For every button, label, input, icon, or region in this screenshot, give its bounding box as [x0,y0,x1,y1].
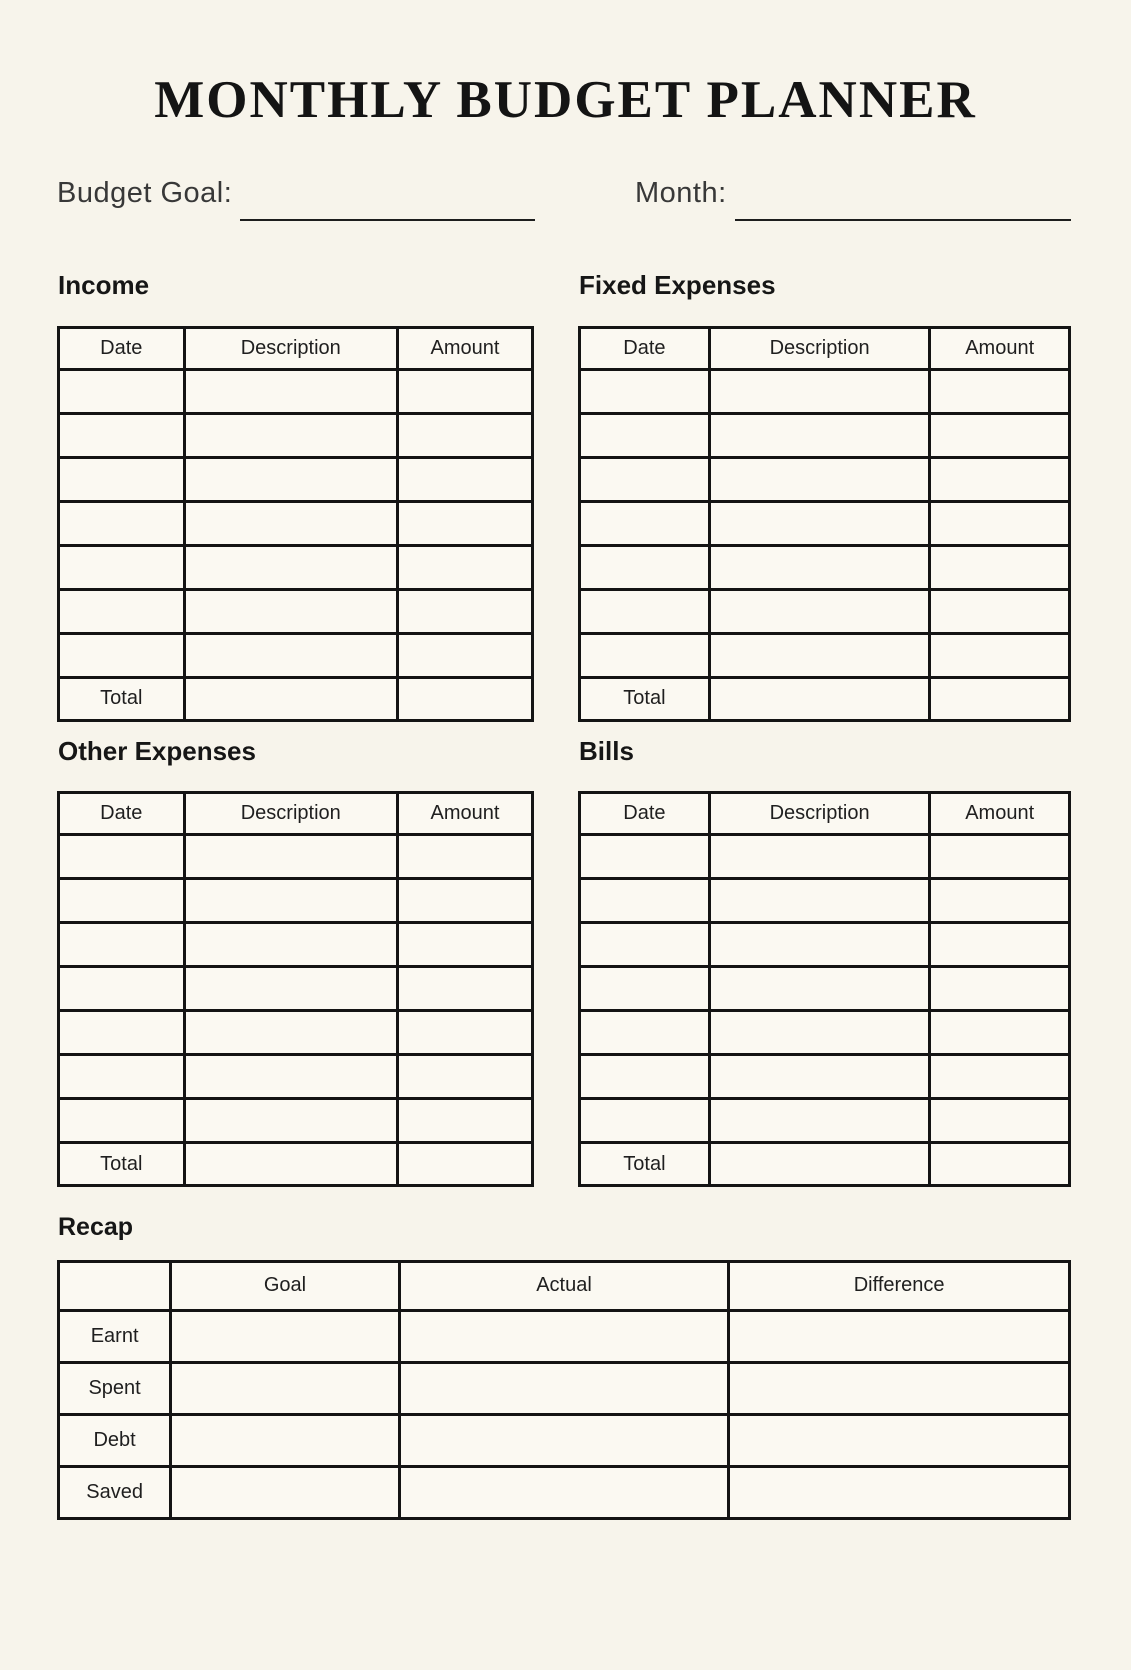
bills-section [578,737,1071,1188]
saved-difference-cell[interactable] [729,1466,1070,1518]
difference-column-header: Difference [729,1261,1070,1310]
recap-earnt-row [59,1310,1070,1362]
income-section [57,271,534,722]
page-title: MONTHLY BUDGET PLANNER [154,71,977,129]
empty-entry-row [580,879,1070,923]
total-label: Total [59,1143,185,1186]
saved-row-label: Saved [59,1466,171,1518]
date-cell[interactable] [580,1011,710,1055]
description-cell[interactable] [709,1099,930,1143]
budget-goal-field [57,175,535,211]
recap-spent-row [59,1362,1070,1414]
date-cell[interactable] [59,633,185,677]
empty-entry-row [59,501,533,545]
earnt-difference-cell[interactable] [729,1310,1070,1362]
other-expenses-table [57,791,534,1187]
amount-cell[interactable] [930,413,1070,457]
description-cell[interactable] [709,413,930,457]
earnt-row-label: Earnt [59,1310,171,1362]
amount-cell[interactable] [930,369,1070,413]
empty-entry-row [59,369,533,413]
recap-header-row [59,1261,1070,1310]
date-column-header: Date [59,793,185,835]
total-amount-cell[interactable] [397,677,532,720]
description-cell[interactable] [184,457,397,501]
amount-cell[interactable] [930,1099,1070,1143]
date-cell[interactable] [580,589,710,633]
empty-entry-row [580,501,1070,545]
month-label: Month: [635,176,727,209]
description-cell[interactable] [184,413,397,457]
empty-entry-row [580,457,1070,501]
empty-entry-row [59,633,533,677]
income-table [57,326,534,722]
amount-cell[interactable] [397,457,532,501]
amount-cell[interactable] [930,457,1070,501]
amount-cell[interactable] [397,369,532,413]
empty-entry-row [580,1011,1070,1055]
empty-entry-row [59,1099,533,1143]
empty-entry-row [59,835,533,879]
date-cell[interactable] [580,923,710,967]
fixed-expenses-table [578,326,1071,722]
amount-cell[interactable] [930,923,1070,967]
amount-cell[interactable] [930,835,1070,879]
empty-entry-row [59,923,533,967]
other-expenses-section-title: Other Expenses [58,735,256,766]
amount-cell[interactable] [930,633,1070,677]
budget-goal-label: Budget Goal: [57,176,233,209]
description-cell[interactable] [709,967,930,1011]
month-input-line[interactable] [735,219,1071,221]
description-cell[interactable] [709,501,930,545]
date-cell[interactable] [59,369,185,413]
total-description-cell[interactable] [709,1143,930,1186]
empty-entry-row [59,589,533,633]
date-cell[interactable] [580,501,710,545]
description-column-header: Description [709,327,930,369]
date-cell[interactable] [59,1055,185,1099]
description-cell[interactable] [184,501,397,545]
ledger-sections [0,271,1131,1187]
amount-cell[interactable] [930,879,1070,923]
total-row [580,1143,1070,1186]
empty-entry-row [59,545,533,589]
amount-cell[interactable] [397,501,532,545]
description-cell[interactable] [709,633,930,677]
empty-entry-row [580,545,1070,589]
description-cell[interactable] [709,369,930,413]
spent-difference-cell[interactable] [729,1362,1070,1414]
amount-cell[interactable] [930,545,1070,589]
amount-cell[interactable] [397,835,532,879]
amount-cell[interactable] [397,545,532,589]
date-cell[interactable] [59,1099,185,1143]
amount-column-header: Amount [397,327,532,369]
description-cell[interactable] [184,1055,397,1099]
empty-entry-row [580,369,1070,413]
empty-entry-row [59,413,533,457]
total-label: Total [59,677,185,720]
budget-planner-page [0,70,1131,1520]
amount-cell[interactable] [930,967,1070,1011]
date-cell[interactable] [580,633,710,677]
description-cell[interactable] [709,835,930,879]
date-cell[interactable] [59,967,185,1011]
budget-goal-input-line[interactable] [240,219,535,221]
total-description-cell[interactable] [184,1143,397,1186]
date-cell[interactable] [580,545,710,589]
debt-row-label: Debt [59,1414,171,1466]
description-cell[interactable] [184,369,397,413]
date-cell[interactable] [580,1099,710,1143]
date-cell[interactable] [59,545,185,589]
spent-actual-cell[interactable] [399,1362,729,1414]
earnt-actual-cell[interactable] [399,1310,729,1362]
amount-cell[interactable] [397,879,532,923]
description-cell[interactable] [184,835,397,879]
debt-difference-cell[interactable] [729,1414,1070,1466]
debt-goal-cell[interactable] [171,1414,399,1466]
date-cell[interactable] [580,879,710,923]
date-cell[interactable] [59,501,185,545]
date-column-header: Date [59,327,185,369]
description-cell[interactable] [184,923,397,967]
amount-column-header: Amount [397,793,532,835]
empty-entry-row [580,1099,1070,1143]
table-header-row [580,327,1070,369]
empty-entry-row [59,457,533,501]
recap-table [57,1260,1071,1520]
table-header-row [59,793,533,835]
goal-column-header: Goal [171,1261,399,1310]
total-row [580,677,1070,720]
date-cell[interactable] [580,967,710,1011]
description-cell[interactable] [184,1011,397,1055]
empty-entry-row [580,923,1070,967]
total-label: Total [580,677,710,720]
amount-column-header: Amount [930,327,1070,369]
description-cell[interactable] [709,879,930,923]
date-cell[interactable] [59,413,185,457]
fixed-expenses-section [578,271,1071,722]
date-cell[interactable] [59,879,185,923]
total-description-cell[interactable] [184,677,397,720]
date-cell[interactable] [580,1055,710,1099]
bills-section-title: Bills [579,735,634,766]
empty-entry-row [59,1055,533,1099]
date-cell[interactable] [580,413,710,457]
date-cell[interactable] [59,835,185,879]
amount-cell[interactable] [397,413,532,457]
empty-entry-row [580,589,1070,633]
table-header-row [59,327,533,369]
recap-debt-row [59,1414,1070,1466]
date-cell[interactable] [580,457,710,501]
total-row [59,677,533,720]
date-cell[interactable] [59,923,185,967]
total-amount-cell[interactable] [397,1143,532,1186]
empty-entry-row [580,835,1070,879]
recap-section-title: Recap [58,1213,134,1242]
description-cell[interactable] [184,967,397,1011]
amount-cell[interactable] [930,1055,1070,1099]
spent-goal-cell[interactable] [171,1362,399,1414]
amount-cell[interactable] [930,589,1070,633]
empty-entry-row [59,879,533,923]
empty-entry-row [580,1055,1070,1099]
date-cell[interactable] [59,1011,185,1055]
total-label: Total [580,1143,710,1186]
actual-column-header: Actual [399,1261,729,1310]
description-cell[interactable] [184,589,397,633]
month-field [635,175,1071,211]
earnt-goal-cell[interactable] [171,1310,399,1362]
amount-column-header: Amount [930,793,1070,835]
description-cell[interactable] [709,923,930,967]
table-header-row [580,793,1070,835]
description-cell[interactable] [709,457,930,501]
date-column-header: Date [580,793,710,835]
total-description-cell[interactable] [709,677,930,720]
spent-row-label: Spent [59,1362,171,1414]
description-column-header: Description [184,793,397,835]
description-cell[interactable] [184,1099,397,1143]
description-cell[interactable] [709,589,930,633]
empty-entry-row [580,967,1070,1011]
amount-cell[interactable] [930,1011,1070,1055]
description-cell[interactable] [709,1055,930,1099]
recap-section [0,1214,1131,1520]
date-cell[interactable] [580,369,710,413]
amount-cell[interactable] [930,501,1070,545]
total-amount-cell[interactable] [930,1143,1070,1186]
amount-cell[interactable] [397,1055,532,1099]
date-column-header: Date [580,327,710,369]
header-fields [0,175,1131,211]
description-cell[interactable] [184,545,397,589]
date-cell[interactable] [580,835,710,879]
amount-cell[interactable] [397,1011,532,1055]
amount-cell[interactable] [397,967,532,1011]
description-cell[interactable] [184,633,397,677]
date-cell[interactable] [59,589,185,633]
recap-saved-row [59,1466,1070,1518]
empty-entry-row [59,967,533,1011]
empty-entry-row [580,413,1070,457]
description-cell[interactable] [709,545,930,589]
debt-actual-cell[interactable] [399,1414,729,1466]
amount-cell[interactable] [397,589,532,633]
total-row [59,1143,533,1186]
amount-cell[interactable] [397,633,532,677]
amount-cell[interactable] [397,923,532,967]
description-column-header: Description [709,793,930,835]
fixed-expenses-section-title: Fixed Expenses [579,270,776,301]
total-amount-cell[interactable] [930,677,1070,720]
saved-actual-cell[interactable] [399,1466,729,1518]
empty-entry-row [59,1011,533,1055]
description-cell[interactable] [184,879,397,923]
description-column-header: Description [184,327,397,369]
bills-table [578,791,1071,1187]
empty-entry-row [580,633,1070,677]
amount-cell[interactable] [397,1099,532,1143]
date-cell[interactable] [59,457,185,501]
description-cell[interactable] [709,1011,930,1055]
saved-goal-cell[interactable] [171,1466,399,1518]
income-section-title: Income [58,270,150,301]
recap-corner-cell [59,1261,171,1310]
other-expenses-section [57,737,534,1188]
